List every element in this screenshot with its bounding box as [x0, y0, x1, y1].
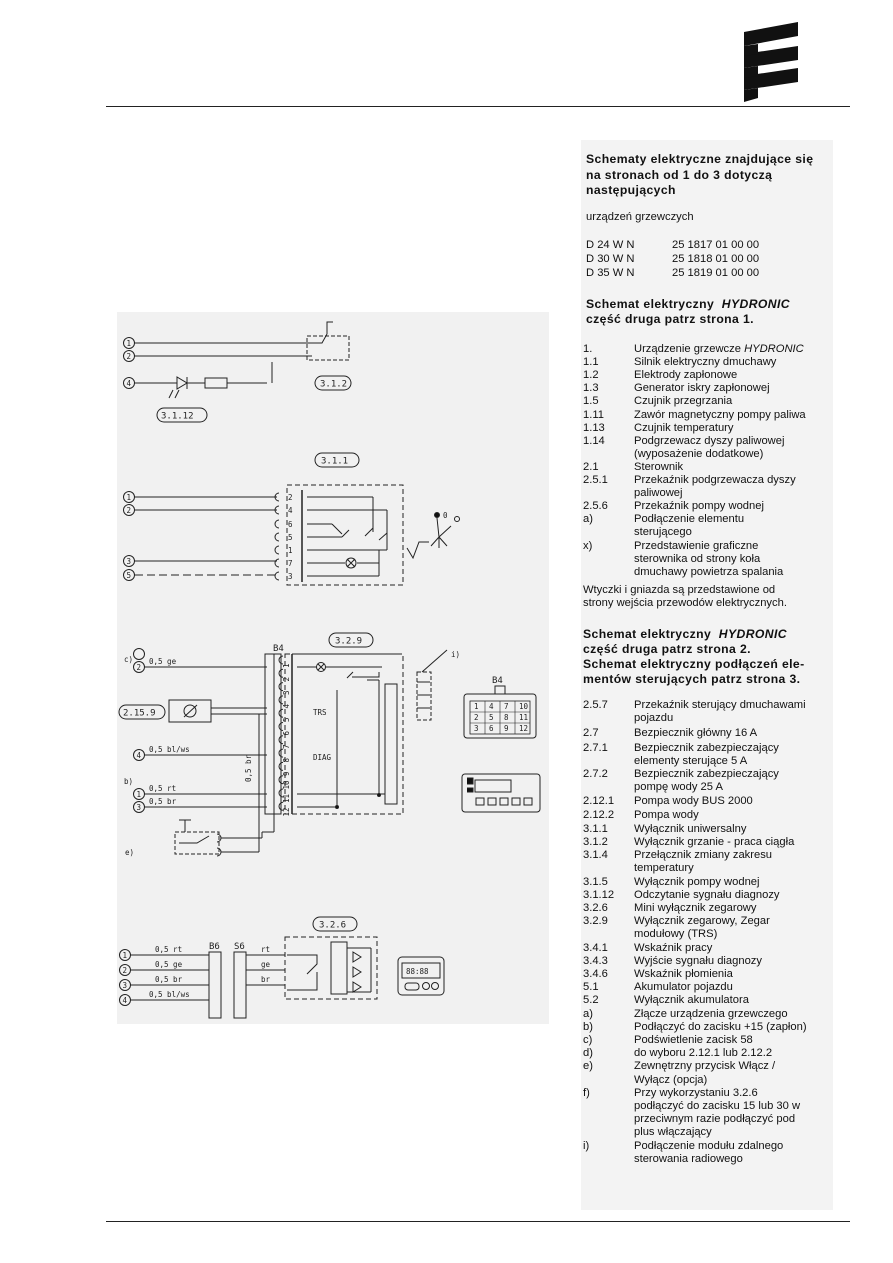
t-wire-2: 2	[136, 663, 142, 672]
footer-rule	[106, 1221, 850, 1222]
legend-number: 2.1	[583, 460, 599, 473]
legend-description-cont: pojazdu	[634, 712, 674, 725]
legend-number: i)	[583, 1139, 590, 1152]
legend-number: 2.12.2	[583, 808, 615, 821]
model-code: 25 1818 01 00 00	[672, 253, 760, 265]
b-pin: 1	[288, 546, 293, 555]
legend-number: 2.5.6	[583, 500, 608, 513]
legend-description-text: Wyjście sygnału diagnozy	[634, 954, 762, 967]
legend-number: 3.4.3	[583, 954, 608, 967]
section1-heading-line1	[586, 297, 790, 311]
legend-description-text: Podświetlenie zacisk 58	[634, 1034, 753, 1046]
connector-grid-cell: 6	[489, 724, 494, 733]
section1-heading-brand: HYDRONIC	[721, 297, 790, 311]
m-wire-num: 3	[122, 981, 128, 990]
ext-button-ref: e)	[125, 848, 135, 857]
m-wire-num: 2	[122, 966, 128, 975]
m-wire-label: 0,5 bl/ws	[149, 990, 190, 999]
legend-number: a)	[583, 1007, 593, 1020]
legend-number: 1.2	[583, 369, 599, 382]
section2-heading-line4: mentów sterujących patrz strona 3.	[583, 672, 801, 686]
intro-subheading: urządzeń grzewczych	[586, 211, 694, 223]
b-wire-5: 5	[126, 571, 132, 580]
legend-description-text: Urządzenie grzewcze	[634, 343, 741, 355]
b-pin: 2	[288, 493, 293, 502]
section1-note-line1: Wtyczki i gniazda są przedstawione od	[583, 584, 776, 596]
legend-description-text: Wskaźnik płomienia	[634, 968, 733, 980]
legend-description	[634, 540, 758, 553]
legend-description-text: Przełącznik zmiany zakresu	[634, 849, 773, 862]
b-wire-1: 1	[126, 493, 132, 502]
legend-description	[634, 809, 699, 822]
legend-description	[634, 849, 772, 862]
legend-description-text: Odczytanie sygnału diagnozy	[634, 888, 780, 901]
legend-description	[634, 994, 749, 1007]
legend-description-text: Przy wykorzystaniu 3.2.6	[634, 1086, 758, 1099]
timer-pin-number: 6	[282, 730, 291, 736]
connector-grid-cell: 8	[504, 713, 509, 722]
legend-description-cont: podłączyć do zacisku 15 lub 30 w	[634, 1100, 801, 1112]
wire-num-4: 4	[126, 379, 132, 388]
m-wire-label: 0,5 rt	[155, 945, 183, 954]
t-wire-label: 0,5 ge	[149, 657, 177, 666]
b-pin: 6	[288, 520, 293, 529]
legend-description-text: Elektrody zapłonowe	[634, 369, 738, 382]
legend-description-text: Złącze urządzenia grzewczego	[634, 1007, 788, 1020]
legend-description-text: Podłączenie modułu zdalnego	[634, 1139, 784, 1152]
terminal-i-label: i)	[451, 650, 461, 659]
model-code: 25 1819 01 00 00	[672, 267, 760, 279]
legend-description-cont: sterownika od strony koła	[634, 552, 761, 565]
connector-grid-cell: 10	[519, 702, 529, 711]
legend-number: 3.1.5	[583, 875, 608, 888]
legend-description-text: Wskaźnik pracy	[634, 941, 713, 954]
legend-description-cont: temperatury	[634, 862, 694, 875]
legend-number: 3.4.6	[583, 968, 608, 980]
timer-pin-number: 1	[282, 663, 291, 668]
legend-description	[634, 889, 780, 902]
legend-description-text: Pompa wody	[634, 808, 699, 821]
intro-heading-line2: na stronach od 1 do 3 dotyczą	[586, 168, 773, 182]
legend-number: 5.1	[583, 981, 599, 994]
legend-description-text: Zewnętrzny przycisk Włącz /	[634, 1060, 776, 1073]
timer-pin-number: 12	[282, 807, 291, 817]
connector-grid-cell: 3	[474, 724, 479, 733]
legend-description-cont: plus włączający	[634, 1126, 712, 1139]
legend-number: 3.2.6	[583, 902, 608, 914]
section1-heading-line2: część druga patrz strona 1.	[586, 312, 754, 326]
intro-heading-line3: następujących	[586, 183, 676, 197]
t-wire-1: 1	[136, 790, 142, 799]
switch-3-1-2-block	[124, 322, 352, 422]
connector-b6-label: B6	[209, 942, 220, 952]
section1-note-line2: strony wejścia przewodów elektrycznych.	[583, 597, 787, 609]
legend-description	[634, 422, 733, 435]
timer-pin-number: 8	[282, 757, 291, 763]
legend-description-text: Czujnik temperatury	[634, 421, 734, 434]
legend-description	[634, 876, 760, 889]
legend-description-cont: przeciwnym razie podłączyć pod	[634, 1113, 796, 1126]
wire-br-label: 0,5 br	[244, 754, 253, 782]
t-wire-label: 0,5 rt	[149, 784, 177, 793]
legend-description	[634, 1008, 788, 1021]
timer-pin-number: 9	[282, 771, 291, 776]
t-wire-label: 0,5 br	[149, 797, 177, 806]
legend-description-text: Pompa wody BUS 2000	[634, 795, 753, 808]
legend-description-text: Wyłącznik akumulatora	[634, 994, 749, 1007]
legend-number: 2.7	[583, 727, 599, 740]
timer-3-2-9-label: 3.2.9	[335, 636, 363, 647]
legend-description-text: Wyłącznik zegarowy, Zegar	[634, 915, 770, 928]
b-pin: 5	[288, 533, 293, 542]
legend-description	[634, 727, 757, 740]
t-wire-3: 3	[136, 803, 142, 812]
section2-heading-line3: Schemat elektryczny podłączeń ele-	[583, 657, 805, 671]
m-wire-label: 0,5 br	[155, 975, 183, 984]
legend-number: 3.2.9	[583, 915, 608, 928]
legend-number: 1.3	[583, 382, 599, 395]
legend-number: a)	[583, 513, 593, 526]
legend-number: 2.7.1	[583, 741, 608, 754]
legend-number: b)	[583, 1020, 593, 1033]
m-color: br	[261, 975, 271, 984]
legend-description	[634, 902, 756, 915]
legend-description-text: Akumulator pojazdu	[634, 981, 733, 994]
legend-number: 2.5.1	[583, 474, 608, 486]
legend-description-cont: sterowania radiowego	[634, 1152, 743, 1165]
m-color: rt	[261, 945, 271, 954]
wiring-diagram	[117, 312, 549, 1024]
diag-3-1-12-label: 3.1.12	[161, 411, 194, 422]
legend-description-text: Bezpiecznik zabezpieczający	[634, 768, 779, 780]
legend-number: 2.7.2	[583, 768, 608, 780]
wire-ref-b: b)	[124, 777, 134, 786]
legend-description	[634, 382, 770, 395]
connector-grid-cell: 2	[474, 713, 479, 722]
timer-pin-number: 3	[282, 690, 291, 695]
legend-description-cont: pompę wody 25 A	[634, 781, 723, 794]
mini-display-text: 88:88	[406, 967, 429, 976]
legend-description	[634, 968, 733, 981]
section2-heading-line1	[583, 627, 787, 641]
timer-pin-number: 2	[282, 676, 291, 682]
connector-grid-cell: 1	[474, 702, 479, 711]
legend-description-text: Czujnik przegrzania	[634, 395, 733, 408]
legend-description-cont: Wyłącz (opcja)	[634, 1073, 708, 1086]
legend-description-text: Podgrzewacz dyszy paliwowej	[634, 434, 785, 447]
b-pin: 7	[288, 559, 293, 568]
legend-description	[634, 1034, 753, 1047]
section2-heading-line2: część druga patrz strona 2.	[583, 642, 751, 656]
legend-number: 3.1.12	[583, 888, 615, 901]
legend-number: 1.1	[583, 356, 599, 369]
legend-description	[634, 768, 779, 781]
legend-description	[634, 981, 733, 994]
connector-grid-cell: 7	[504, 702, 509, 711]
legend-number: 5.2	[583, 994, 599, 1007]
wiring-diagram-panel	[117, 312, 549, 1024]
connector-grid-cell: 5	[489, 713, 494, 722]
legend-description	[634, 474, 796, 487]
m-color: ge	[261, 960, 271, 969]
pos-label-0: 0	[443, 511, 448, 520]
m-wire-num: 4	[122, 996, 128, 1005]
legend-number: 2.12.1	[583, 795, 615, 808]
legend-number: f)	[583, 1086, 590, 1099]
legend-number: 1.13	[583, 421, 605, 434]
legend-number: e)	[583, 1060, 593, 1073]
legend-description-text: Mini wyłącznik zegarowy	[634, 902, 757, 914]
model-name: D 24 W N	[586, 239, 635, 251]
section2-heading-brand: HYDRONIC	[718, 627, 787, 641]
diag-label: DIAG	[313, 753, 332, 762]
wire-num-1: 1	[126, 339, 132, 348]
legend-brand: HYDRONIC	[744, 343, 804, 355]
legend-description	[634, 461, 683, 474]
legend-description-text: Przekaźnik pompy wodnej	[634, 500, 764, 513]
legend-description	[634, 955, 762, 968]
section2-heading-text: Schemat elektryczny	[583, 627, 712, 641]
legend-description	[634, 513, 744, 526]
legend-number: 2.5.7	[583, 699, 608, 711]
section1-heading-text: Schemat elektryczny	[586, 297, 715, 311]
legend-description	[634, 435, 784, 448]
legend-number: 3.4.1	[583, 941, 608, 954]
legend-description	[634, 1047, 772, 1060]
timer-pin-number: 4	[282, 703, 291, 709]
m-wire-num: 1	[122, 951, 128, 960]
legend-description	[634, 742, 779, 755]
legend-number: 3.1.4	[583, 849, 608, 862]
legend-description-text: do wyboru 2.12.1 lub 2.12.2	[634, 1047, 773, 1060]
legend-description	[634, 836, 794, 849]
legend-description-text: Przedstawienie graficzne	[634, 539, 759, 552]
legend-description-text: Sterownik	[634, 460, 684, 473]
legend-description	[634, 699, 806, 712]
connector-s6-label: S6	[234, 942, 245, 952]
intro-heading-line1: Schematy elektryczne znajdujące się	[586, 152, 814, 166]
b-wire-2: 2	[126, 506, 132, 515]
legend-description	[634, 823, 746, 836]
connector-grid-cell: 4	[489, 702, 494, 711]
legend-description-text: Przekaźnik sterujący dmuchawami	[634, 699, 806, 711]
legend-description-text: Zawór magnetyczny pompy paliwa	[634, 408, 806, 421]
switch-3-1-2-label: 3.1.2	[320, 379, 348, 390]
header-rule	[106, 106, 850, 107]
legend-panel	[581, 140, 833, 1210]
legend-description	[634, 942, 712, 955]
aux-2-15-9-label: 2.15.9	[123, 708, 156, 719]
legend-description	[634, 915, 770, 928]
legend-number: 1.	[583, 343, 593, 355]
trs-label: TRS	[313, 708, 327, 717]
wire-num-2: 2	[126, 352, 132, 361]
connector-grid-cell: 12	[519, 724, 529, 733]
legend-description-text: Wyłącznik uniwersalny	[634, 822, 747, 835]
b-pin: 4	[288, 506, 293, 515]
legend-description-text: Podłączyć do zacisku +15 (zapłon)	[634, 1020, 807, 1033]
timer-pin-number: 7	[282, 744, 291, 749]
legend-description	[634, 409, 806, 422]
legend-description-cont: paliwowej	[634, 487, 683, 500]
legend-description	[634, 395, 732, 408]
legend-description	[634, 1021, 807, 1034]
t-wire-4: 4	[136, 751, 142, 760]
switch-3-1-1-label: 3.1.1	[321, 456, 349, 467]
legend-description-text: Wyłącznik grzanie - praca ciągła	[634, 836, 795, 848]
model-name: D 35 W N	[586, 267, 635, 279]
legend-number: 3.1.2	[583, 836, 608, 848]
legend-number: 1.11	[583, 408, 604, 421]
legend-description	[634, 1060, 775, 1073]
legend-description	[634, 369, 737, 382]
model-name: D 30 W N	[586, 253, 635, 265]
legend-description-cont: (wyposażenie dodatkowe)	[634, 447, 764, 460]
m-wire-label: 0,5 ge	[155, 960, 183, 969]
legend-description	[634, 500, 764, 513]
t-wire-label: 0,5 bl/ws	[149, 745, 190, 754]
legend-description-cont: modułowy (TRS)	[634, 928, 718, 941]
legend-description-text: Bezpiecznik zabezpieczający	[634, 741, 779, 754]
legend-number: x)	[583, 539, 593, 552]
connector-grid-cell: 9	[504, 724, 509, 733]
legend-description-text: Bezpiecznik główny 16 A	[634, 727, 758, 740]
legend-number: 3.1.1	[583, 822, 608, 835]
legend-description-cont: dmuchawy powietrza spalania	[634, 565, 784, 578]
legend-description	[634, 1140, 783, 1153]
legend-number: c)	[583, 1034, 593, 1046]
legend-description-text: Przekaźnik podgrzewacza dyszy	[634, 474, 796, 486]
legend-description	[634, 356, 776, 369]
legend-number: d)	[583, 1047, 593, 1060]
connector-grid-cell: 11	[519, 713, 529, 722]
legend-number: 1.14	[583, 434, 605, 447]
timer-pin-number: 11	[282, 793, 291, 803]
legend-description-text: Podłączenie elementu	[634, 513, 745, 526]
legend-description	[634, 795, 753, 808]
legend-number: 1.5	[583, 395, 599, 408]
mini-timer-3-2-6-label: 3.2.6	[319, 920, 347, 931]
timer-pin-number: 5	[282, 717, 291, 722]
eberspaecher-logo-icon	[744, 22, 798, 102]
legend-description-text: Silnik elektryczny dmuchawy	[634, 356, 777, 369]
legend-description	[634, 343, 804, 356]
wire-ref-c: c)	[124, 655, 134, 664]
timer-pin-number: 10	[282, 780, 291, 790]
connector-b4-right-label: B4	[492, 676, 503, 686]
b-wire-3: 3	[126, 557, 132, 566]
legend-description-cont: sterującego	[634, 526, 692, 539]
legend-description-text: Wyłącznik pompy wodnej	[634, 875, 760, 888]
b-pin: 3	[288, 572, 293, 581]
legend-description	[634, 1087, 758, 1100]
legend-description-cont: elementy sterujące 5 A	[634, 754, 748, 767]
legend-description-text: Generator iskry zapłonowej	[634, 382, 770, 395]
model-code: 25 1817 01 00 00	[672, 239, 760, 251]
connector-b4-label: B4	[273, 644, 284, 654]
